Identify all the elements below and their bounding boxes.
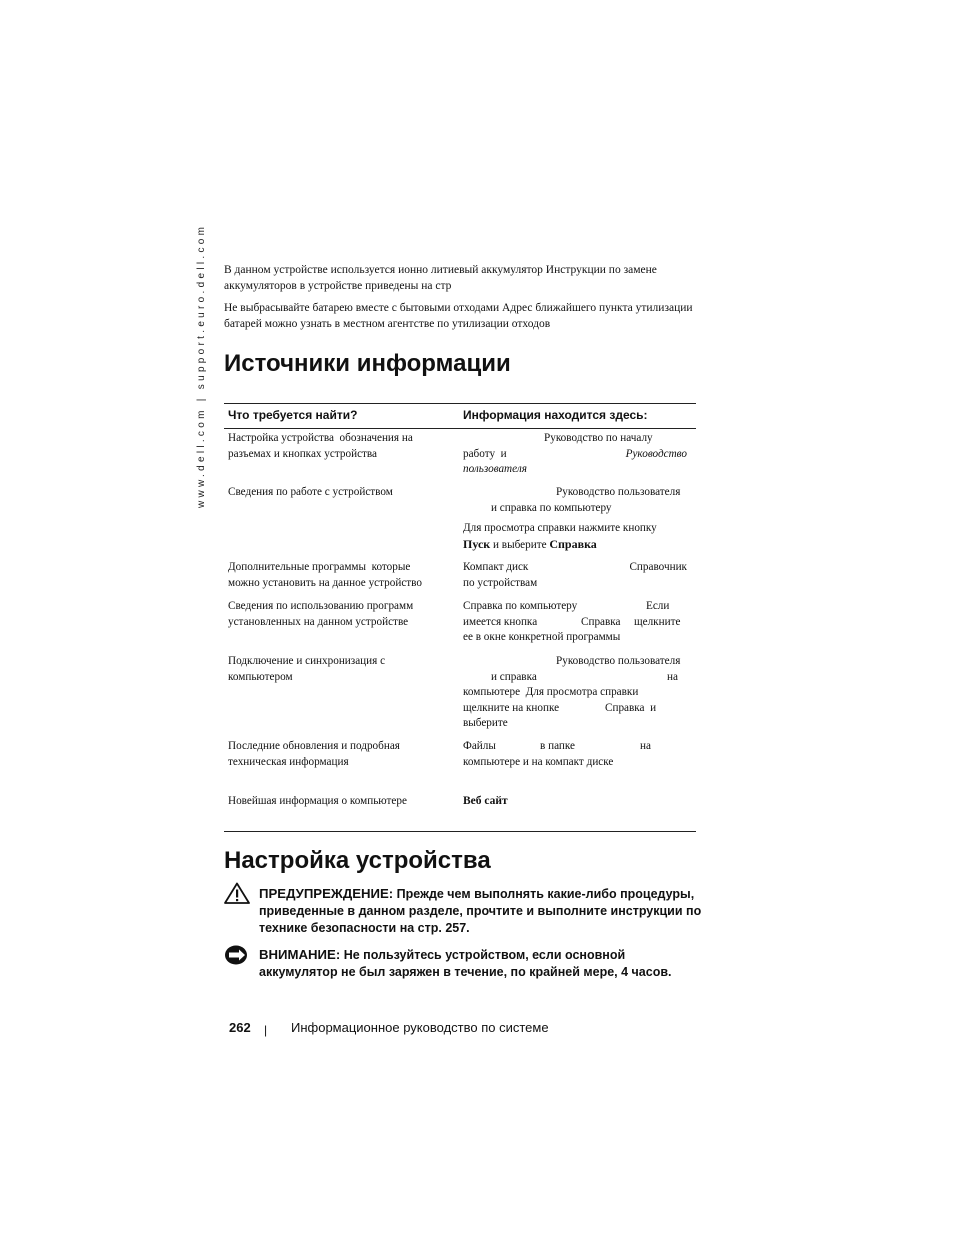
table-row-6-right: Файлы в папке на компьютере и на компакт диске bbox=[463, 740, 651, 768]
table-row-1-left: Настройка устройства обозначения на разъемах и кнопках устройства bbox=[228, 432, 413, 460]
table-bottom-rule bbox=[224, 831, 696, 832]
table-row-4-left: Сведения по использованию программ установленных на данном устройстве bbox=[228, 600, 414, 628]
caution-label: ВНИМАНИЕ: bbox=[259, 947, 341, 962]
notice-hand-icon bbox=[224, 944, 250, 966]
intro-paragraph-1: В данном устройстве используется ионно литиевый аккумулятор Инструкции по замене аккумуляторов в устройстве приведены на стр bbox=[224, 264, 657, 292]
footer-separator: | bbox=[264, 1023, 268, 1037]
warning-triangle-icon bbox=[224, 882, 250, 904]
table-row-3-left: Дополнительные программы которые можно установить на данное устройство bbox=[228, 561, 422, 589]
table-row-7-right: Веб сайт bbox=[463, 795, 508, 807]
table-row-2-right: Руководство пользователя и справка по компьютеру Для просмотра справки нажмите кнопку Пуск и выберите Справка bbox=[463, 486, 681, 551]
table-row-3-right: Компакт диск Справочник по устройствам bbox=[463, 561, 687, 589]
table-row-5-right: Руководство пользователя и справка на компьютере Для просмотра справки щелкните на кнопке Справка и выберите bbox=[463, 655, 681, 729]
footer-title: Информационное руководство по системе bbox=[291, 1020, 549, 1035]
table-row-1-right: Руководство по началу работу и Руководство пользователя bbox=[463, 432, 687, 475]
table-top-rule bbox=[224, 403, 696, 404]
side-url: www.dell.com | support.euro.dell.com bbox=[196, 223, 207, 508]
table-row-2-left: Сведения по работе с устройством bbox=[228, 486, 393, 498]
table-row-4-right: Справка по компьютеру Если имеется кнопка Справка щелкните ее в окне конкретной программы bbox=[463, 600, 681, 643]
table-row-6-left: Последние обновления и подробная техническая информация bbox=[228, 740, 400, 768]
table-row-7-left: Новейшая информация о компьютере bbox=[228, 795, 407, 807]
caution-text: Не пользуйтесь устройством, если основной аккумулятор не был заряжен в течение, по крайней мере, 4 часов. bbox=[259, 948, 672, 979]
table-header-rule bbox=[224, 428, 696, 429]
table-row-5-left: Подключение и синхронизация с компьютером bbox=[228, 655, 386, 683]
warning-text: Прежде чем выполнять какие-либо процедуры, приведенные в данном разделе, прочтите и выполните инструкции по технике безопасности на стр. 257. bbox=[259, 887, 702, 935]
table-header-where: Информация находится здесь: bbox=[463, 408, 648, 422]
warning-notice bbox=[259, 885, 704, 937]
intro-paragraph-2: Не выбрасывайте батарею вместе с бытовыми отходами Адрес ближайшего пункта утилизации батарей можно узнать в местном агентстве по утилизации отходов bbox=[224, 302, 693, 330]
section-title-info-sources: Источники информации bbox=[224, 350, 511, 377]
page-number: 262 bbox=[229, 1020, 251, 1035]
warning-label: ПРЕДУПРЕЖДЕНИЕ: bbox=[259, 886, 394, 901]
table-header-what: Что требуется найти? bbox=[228, 408, 358, 422]
caution-notice bbox=[259, 946, 704, 981]
section-title-device-setup: Настройка устройства bbox=[224, 847, 491, 874]
